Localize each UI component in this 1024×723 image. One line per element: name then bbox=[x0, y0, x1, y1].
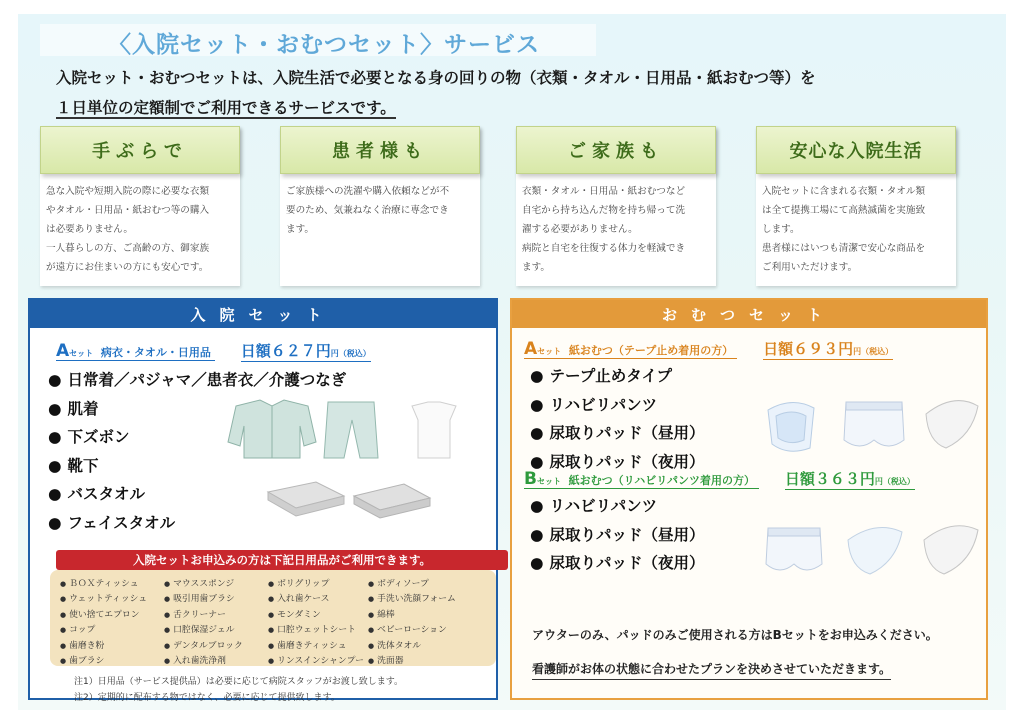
supplies-box bbox=[50, 570, 496, 666]
supply-item: ● ウェットティッシュ bbox=[60, 591, 164, 606]
set-word: セット bbox=[537, 347, 562, 356]
supply-item: ● コップ bbox=[60, 622, 164, 637]
omutsu-b-item-list bbox=[530, 492, 705, 578]
list-item: ● 肌着 bbox=[48, 395, 346, 424]
card-line: 入院セットに含まれる衣類・タオル類 bbox=[762, 186, 926, 197]
pajama-pants-image bbox=[324, 402, 378, 458]
feature-card-title: 患者様も bbox=[280, 126, 480, 174]
price-note: 円（税込） bbox=[330, 349, 371, 358]
supply-item: ● 口腔保湿ジェル bbox=[164, 622, 268, 637]
undershirt-image bbox=[412, 402, 456, 458]
supply-item: ● ＢＯＸティッシュ bbox=[60, 576, 164, 591]
list-item: ● リハビリパンツ bbox=[530, 492, 705, 521]
feature-card-tebura bbox=[40, 126, 240, 286]
set-word: セット bbox=[69, 349, 94, 358]
supply-item: ● モンダミン bbox=[268, 607, 368, 622]
feature-card-title: 安心な入院生活 bbox=[756, 126, 956, 174]
card-line: ます。 bbox=[522, 262, 551, 273]
feature-card-kanja bbox=[280, 126, 480, 286]
card-line: ご利用いただけます。 bbox=[762, 262, 858, 273]
list-item: ● 尿取りパッド（昼用） bbox=[530, 521, 705, 550]
card-line: やタオル・日用品・紙おむつ等の購入 bbox=[46, 205, 210, 216]
card-line: 急な入院や短期入院の際に必要な衣類 bbox=[46, 186, 210, 197]
supply-item: ● 洗体タオル bbox=[368, 638, 488, 653]
nyuin-a-price bbox=[241, 342, 371, 362]
urine-pad-image bbox=[926, 401, 978, 448]
intro-line-1: 入院セット・おむつセットは、入院生活で必要となる身の回りの物（衣類・タオル・日用品・紙おむつ等）を bbox=[56, 69, 816, 87]
card-line: が遠方にお住まいの方にも安心です。 bbox=[46, 262, 209, 273]
rehab-pants-image bbox=[766, 528, 822, 570]
supply-item: ● 綿棒 bbox=[368, 607, 488, 622]
supply-item: ● 入れ歯ケース bbox=[268, 591, 368, 606]
list-item: ● 日常着／パジャマ／患者衣／介護つなぎ bbox=[48, 366, 346, 395]
omutsu-b-set-label bbox=[524, 469, 759, 489]
supply-item: ● ボリグリップ bbox=[268, 576, 368, 591]
note-1: 注1）日用品（サービス提供品）は必要に応じて病院スタッフがお渡し致します。 bbox=[74, 677, 404, 687]
feature-card-body bbox=[286, 182, 478, 239]
card-line: は必要ありません。 bbox=[46, 224, 133, 235]
omutsu-set-header: おむつセット bbox=[512, 300, 986, 328]
feature-card-title: 手ぶらで bbox=[40, 126, 240, 174]
diaper-b-illustration bbox=[762, 518, 982, 584]
intro-line-2-text: １日単位の定額制でご利用できるサービスです。 bbox=[56, 99, 396, 117]
nyuin-set-header: 入院セット bbox=[30, 300, 496, 328]
rehab-pants-image bbox=[844, 402, 904, 446]
set-letter: A bbox=[56, 341, 70, 361]
price-value: 日額６９３円 bbox=[763, 340, 854, 358]
list-item: ● リハビリパンツ bbox=[530, 391, 705, 420]
card-line: 病院と自宅を往復する体力を軽減でき bbox=[522, 243, 686, 254]
feature-card-kazoku bbox=[516, 126, 716, 286]
face-towel-image bbox=[354, 484, 430, 518]
bath-towel-image bbox=[268, 482, 344, 516]
card-line: ます。 bbox=[286, 224, 315, 235]
omutsu-a-set-label bbox=[524, 339, 737, 359]
feature-card-anshin bbox=[756, 126, 956, 286]
supply-item: ● 口腔ウェットシート bbox=[268, 622, 368, 637]
supply-item: ● 歯ブラシ bbox=[60, 653, 164, 668]
list-item: ● フェイスタオル bbox=[48, 509, 346, 538]
supply-item: ● 入れ歯洗浄剤 bbox=[164, 653, 268, 668]
card-line: 要のため、気兼ねなく治療に専念でき bbox=[286, 205, 449, 216]
page-title: 〈入院セット・おむつセット〉サービス bbox=[108, 32, 540, 58]
supply-item: ● リンスインシャンプー bbox=[268, 653, 368, 668]
card-line: 濯する必要がありません。 bbox=[522, 224, 638, 235]
list-item: ● 尿取りパッド（夜用） bbox=[530, 549, 705, 578]
intro-line-2 bbox=[56, 96, 396, 118]
supply-item: ● マウススポンジ bbox=[164, 576, 268, 591]
card-line: 患者様にはいつも清潔で安心な商品を bbox=[762, 243, 926, 254]
omutsu-message-1: アウターのみ、パッドのみご使用される方はBセットをお申込みください。 bbox=[532, 628, 938, 642]
list-item: ● 靴下 bbox=[48, 452, 346, 481]
set-desc: 紙おむつ（リハビリパンツ着用の方） bbox=[568, 474, 755, 487]
supplies-banner: 入院セットお申込みの方は下記日用品がご利用できます。 bbox=[56, 550, 508, 570]
clothing-illustration bbox=[216, 396, 488, 538]
set-letter: A bbox=[524, 339, 538, 359]
omutsu-b-price bbox=[785, 470, 915, 490]
omutsu-message-2: 看護師がお体の状態に合わせたプランを決めさせていただきます。 bbox=[532, 660, 891, 680]
urine-pad-night-image bbox=[924, 526, 978, 574]
card-line: ご家族様への洗濯や購入依頼などが不 bbox=[286, 186, 450, 197]
diaper-a-illustration bbox=[762, 390, 982, 460]
urine-pad-day-image bbox=[848, 528, 902, 575]
price-note: 円（税込） bbox=[874, 477, 915, 486]
set-desc: 紙おむつ（テープ止め着用の方） bbox=[568, 344, 734, 357]
card-line: は全て提携工場にて高熱滅菌を実施致 bbox=[762, 205, 926, 216]
feature-card-title: ご家族も bbox=[516, 126, 716, 174]
supplies-grid bbox=[60, 576, 490, 668]
list-item: ● バスタオル bbox=[48, 480, 346, 509]
pajama-top-image bbox=[228, 400, 316, 458]
supply-item: ● 歯磨き粉 bbox=[60, 638, 164, 653]
omutsu-a-price bbox=[763, 340, 893, 360]
card-line: 一人暮らしの方、ご高齢の方、御家族 bbox=[46, 243, 210, 254]
price-value: 日額６２７円 bbox=[240, 342, 331, 360]
omutsu-b-set-line bbox=[524, 468, 915, 489]
omutsu-set-panel bbox=[510, 298, 988, 700]
list-item: ● 尿取りパッド（昼用） bbox=[530, 419, 705, 448]
supply-item: ● 使い捨てエプロン bbox=[60, 607, 164, 622]
card-line: 衣類・タオル・日用品・紙おむつなど bbox=[522, 186, 686, 197]
feature-card-body bbox=[522, 182, 714, 277]
list-item: ● テープ止めタイプ bbox=[530, 362, 705, 391]
set-letter: B bbox=[524, 469, 537, 489]
supply-item: ● 手洗い洗顔フォーム bbox=[368, 591, 488, 606]
set-desc: 病衣・タオル・日用品 bbox=[100, 346, 211, 359]
list-item: ● 尿取りパッド（夜用） bbox=[530, 448, 705, 477]
supply-item: ● ベビーローション bbox=[368, 622, 488, 637]
nyuin-a-set-label bbox=[56, 341, 215, 361]
price-value: 日額３６３円 bbox=[784, 470, 875, 488]
supply-item: ● 洗面器 bbox=[368, 653, 488, 668]
supply-item: ● 歯磨きティッシュ bbox=[268, 638, 368, 653]
supply-item: ● 吸引用歯ブラシ bbox=[164, 591, 268, 606]
feature-card-body bbox=[46, 182, 238, 277]
feature-card-body bbox=[762, 182, 954, 277]
card-line: 自宅から持ち込んだ物を持ち帰って洗 bbox=[522, 205, 686, 216]
omutsu-a-set-line bbox=[524, 338, 893, 359]
note-2: 注2）定期的に配布する物ではなく、必要に応じて提供致します。 bbox=[74, 693, 340, 703]
price-note: 円（税込） bbox=[853, 347, 894, 356]
supply-item: ● ボディソープ bbox=[368, 576, 488, 591]
supply-item: ● デンタルブロック bbox=[164, 638, 268, 653]
supply-item: ● 舌クリーナー bbox=[164, 607, 268, 622]
nyuin-a-set-line bbox=[56, 340, 371, 361]
card-line: します。 bbox=[762, 224, 800, 235]
omutsu-a-item-list bbox=[530, 362, 705, 476]
set-word: セット bbox=[536, 477, 561, 486]
list-item: ● 下ズボン bbox=[48, 423, 346, 452]
nyuin-set-panel bbox=[28, 298, 498, 703]
brochure-page bbox=[18, 14, 1006, 710]
tape-diaper-image bbox=[768, 402, 814, 451]
